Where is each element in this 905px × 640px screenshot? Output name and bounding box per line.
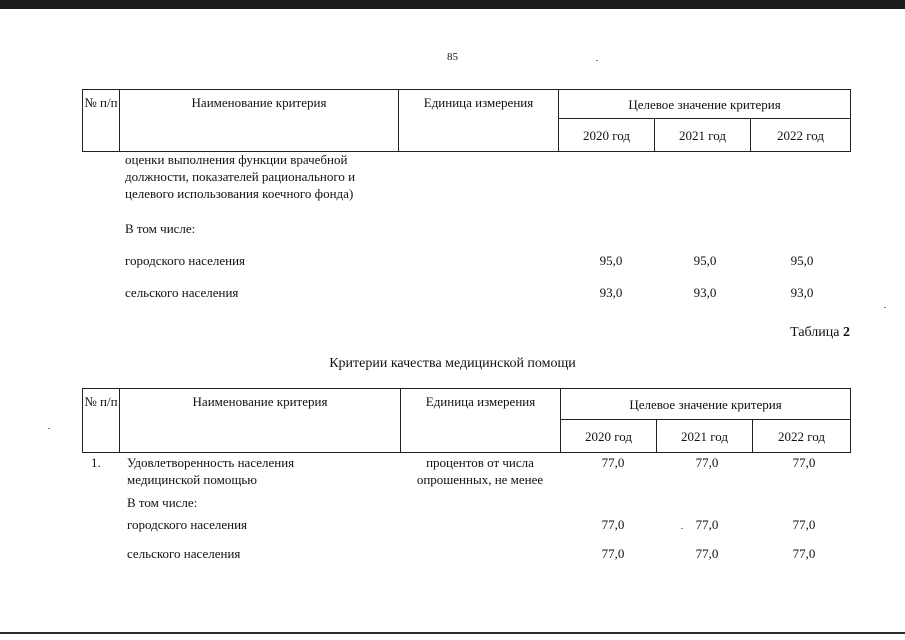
table1-header — [82, 89, 851, 152]
criterion-text-line: целевого использования коечного фонда) — [125, 186, 354, 201]
header-col-target: Целевое значение критерия — [561, 389, 851, 420]
value-cell: 77,0 — [695, 546, 719, 561]
header-col-name: Наименование критерия — [120, 90, 399, 152]
in-total-label: В том числе: — [125, 221, 196, 236]
row-label-urban: городского населения — [125, 253, 246, 268]
value-cell: 77,0 — [601, 517, 625, 532]
header-col-name: Наименование критерия — [120, 389, 401, 453]
value-cell: 77,0 — [792, 455, 816, 470]
unit-line: опрошенных, не менее — [416, 472, 544, 487]
row-label-rural: сельского населения — [125, 285, 239, 300]
header-col-unit: Единица измерения — [399, 90, 559, 152]
scan-speck — [596, 60, 598, 61]
criterion-name-line: Удовлетворенность населения — [127, 455, 295, 470]
header-col-unit: Единица измерения — [401, 389, 561, 453]
value-cell: 77,0 — [792, 517, 816, 532]
value-cell: 77,0 — [601, 455, 625, 470]
header-col-no: № п/п — [83, 90, 120, 152]
in-total-label: В том числе: — [127, 495, 198, 510]
scan-border-bottom — [0, 632, 905, 634]
scan-speck — [884, 307, 886, 308]
header-year-2020: 2020 год — [561, 420, 657, 453]
value-cell: 77,0 — [601, 546, 625, 561]
header-year-2021: 2021 год — [655, 119, 751, 152]
row-label-urban: городского населения — [127, 517, 248, 532]
criterion-name-line: медицинской помощью — [127, 472, 257, 487]
value-cell: 93,0 — [599, 285, 623, 300]
table2-label: Таблица 2 — [790, 325, 850, 340]
row-number: 1. — [91, 455, 101, 470]
scan-speck — [48, 428, 50, 429]
value-cell: 93,0 — [693, 285, 717, 300]
header-col-target: Целевое значение критерия — [559, 90, 851, 119]
page-number: 85 — [447, 51, 458, 63]
value-cell: 95,0 — [693, 253, 717, 268]
value-cell: 93,0 — [790, 285, 814, 300]
scan-speck — [681, 528, 683, 529]
value-cell: 95,0 — [599, 253, 623, 268]
unit-line: процентов от числа — [426, 455, 534, 470]
header-year-2022: 2022 год — [751, 119, 851, 152]
criterion-text-line: должности, показателей рационального и — [125, 169, 356, 184]
value-cell: 77,0 — [792, 546, 816, 561]
scan-border-top — [0, 0, 905, 9]
criterion-text-line: оценки выполнения функции врачебной — [125, 152, 348, 167]
header-col-no: № п/п — [83, 389, 120, 453]
value-cell: 77,0 — [695, 455, 719, 470]
table2-caption: Критерии качества медицинской помощи — [329, 356, 576, 371]
row-label-rural: сельского населения — [127, 546, 241, 561]
table2-header — [82, 388, 851, 453]
value-cell: 77,0 — [695, 517, 719, 532]
header-year-2020: 2020 год — [559, 119, 655, 152]
header-year-2022: 2022 год — [753, 420, 851, 453]
header-year-2021: 2021 год — [657, 420, 753, 453]
value-cell: 95,0 — [790, 253, 814, 268]
